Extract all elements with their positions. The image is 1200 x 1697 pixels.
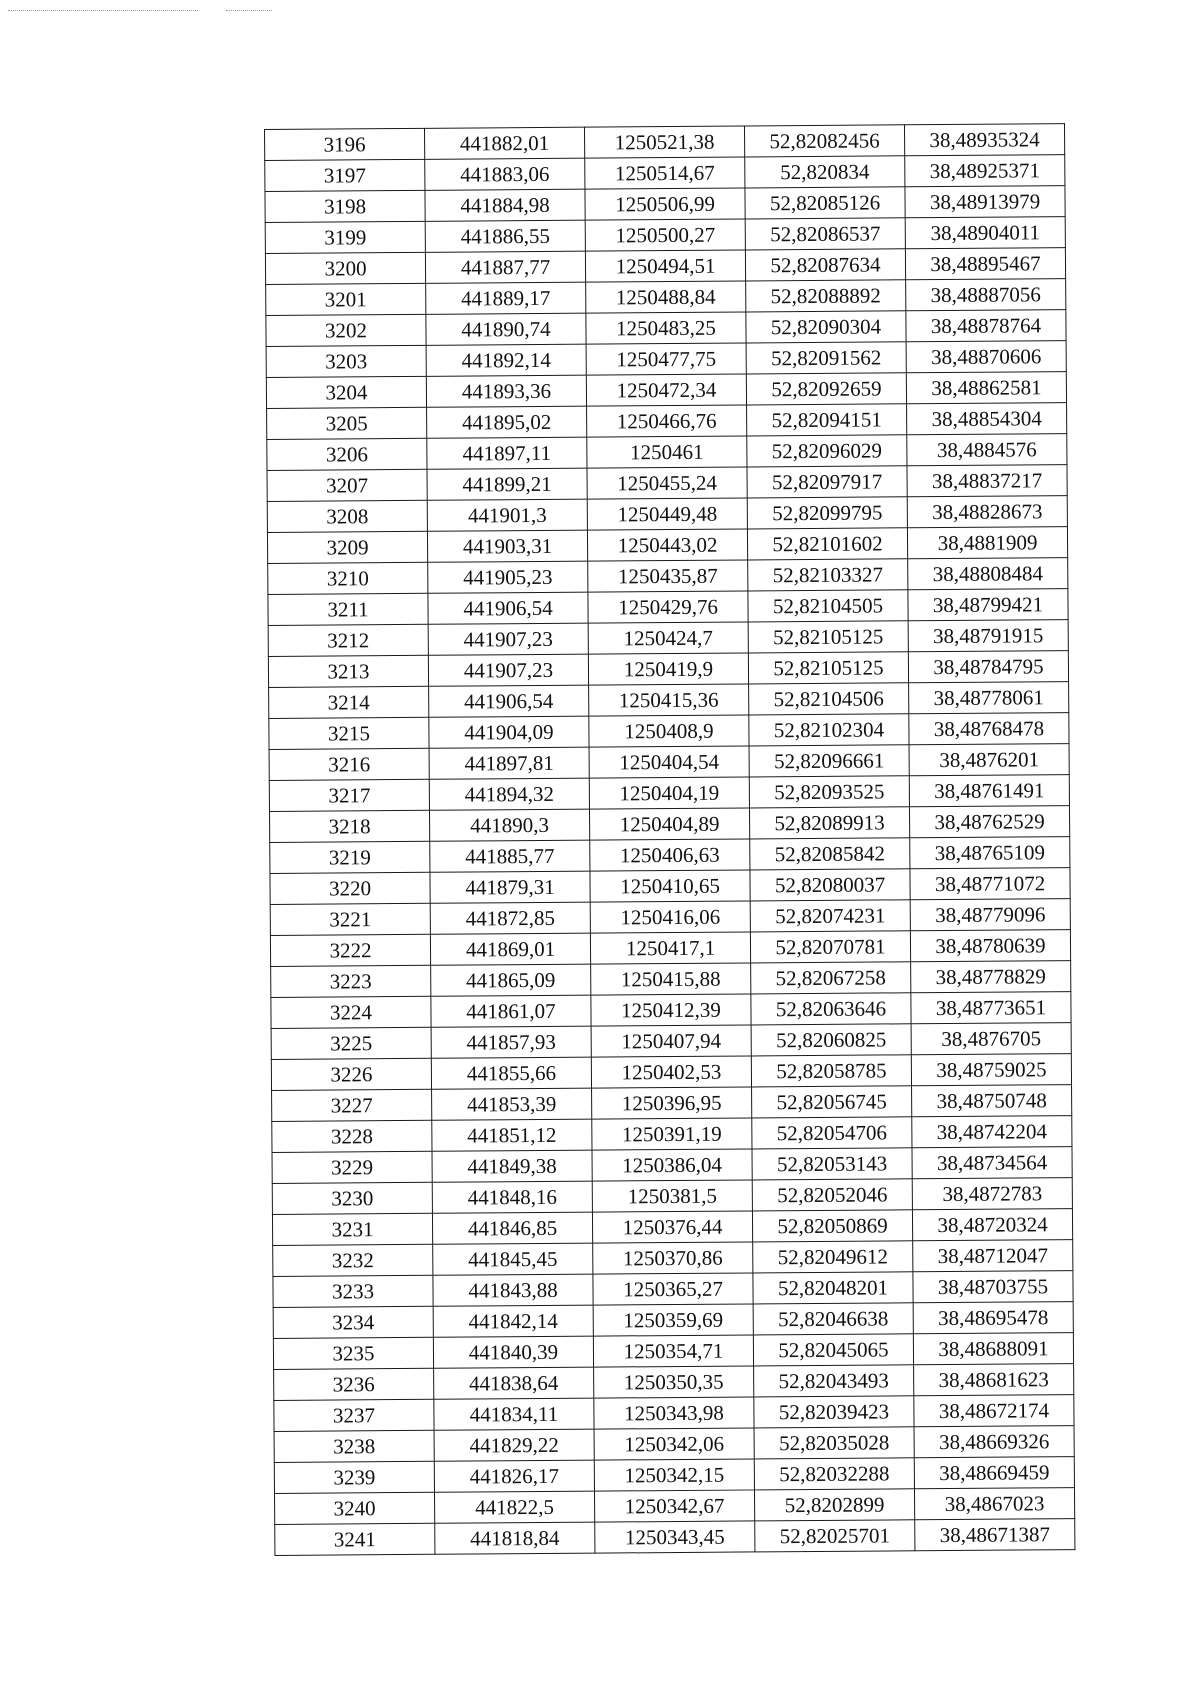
coord-x-cell: 441826,17 — [434, 1460, 594, 1492]
coord-x-cell: 441906,54 — [428, 592, 588, 624]
longitude-cell: 38,48780639 — [910, 930, 1070, 962]
latitude-cell: 52,82087634 — [745, 249, 905, 281]
longitude-cell: 38,48784795 — [908, 651, 1068, 683]
table-row — [269, 775, 1069, 812]
longitude-cell: 38,4872783 — [912, 1178, 1072, 1210]
point-number-cell: 3214 — [269, 686, 429, 718]
latitude-cell: 52,82088892 — [746, 280, 906, 312]
coord-y-cell: 1250391,19 — [592, 1118, 752, 1150]
longitude-cell: 38,48935324 — [904, 124, 1064, 156]
latitude-cell: 52,82056745 — [752, 1086, 912, 1118]
coord-x-cell: 441901,3 — [427, 499, 587, 531]
table-row — [270, 899, 1070, 936]
coord-y-cell: 1250407,94 — [591, 1025, 751, 1057]
table-row — [274, 1426, 1074, 1463]
coordinates-table-body — [265, 124, 1075, 1556]
coord-x-cell: 441842,14 — [433, 1305, 593, 1337]
coord-x-cell: 441855,66 — [431, 1057, 591, 1089]
table-row — [270, 930, 1070, 967]
latitude-cell: 52,82080037 — [750, 869, 910, 901]
coord-x-cell: 441897,11 — [427, 437, 587, 469]
table-row — [265, 124, 1065, 161]
coord-y-cell: 1250466,76 — [587, 405, 747, 437]
latitude-cell: 52,82039423 — [754, 1396, 914, 1428]
table-row — [274, 1457, 1074, 1494]
coord-x-cell: 441893,36 — [426, 375, 586, 407]
longitude-cell: 38,48870606 — [906, 341, 1066, 373]
table-row — [273, 1271, 1073, 1308]
point-number-cell: 3201 — [266, 283, 426, 315]
coord-y-cell: 1250408,9 — [589, 715, 749, 747]
coord-x-cell: 441894,32 — [429, 778, 589, 810]
coordinates-table — [264, 123, 1075, 1556]
table-row — [272, 1147, 1072, 1184]
coord-y-cell: 1250370,86 — [593, 1242, 753, 1274]
coord-x-cell: 441907,23 — [428, 654, 588, 686]
coord-x-cell: 441848,16 — [432, 1181, 592, 1213]
coord-x-cell: 441843,88 — [433, 1274, 593, 1306]
coord-x-cell: 441857,93 — [431, 1026, 591, 1058]
longitude-cell: 38,48913979 — [905, 186, 1065, 218]
coord-x-cell: 441897,81 — [429, 747, 589, 779]
longitude-cell: 38,48854304 — [907, 403, 1067, 435]
latitude-cell: 52,82025701 — [755, 1520, 915, 1552]
coord-y-cell: 1250354,71 — [593, 1335, 753, 1367]
coord-x-cell: 441883,06 — [425, 158, 585, 190]
coord-x-cell: 441895,02 — [427, 406, 587, 438]
coord-y-cell: 1250472,34 — [586, 374, 746, 406]
longitude-cell: 38,4876705 — [911, 1023, 1071, 1055]
table-row — [274, 1395, 1074, 1432]
table-row — [271, 1054, 1071, 1091]
latitude-cell: 52,82101602 — [747, 528, 907, 560]
latitude-cell: 52,82046638 — [753, 1303, 913, 1335]
point-number-cell: 3241 — [275, 1523, 435, 1555]
coord-x-cell: 441851,12 — [432, 1119, 592, 1151]
latitude-cell: 52,82096029 — [747, 435, 907, 467]
longitude-cell: 38,48862581 — [906, 372, 1066, 404]
longitude-cell: 38,48779096 — [910, 899, 1070, 931]
longitude-cell: 38,4884576 — [907, 434, 1067, 466]
point-number-cell: 3212 — [268, 624, 428, 656]
point-number-cell: 3203 — [266, 345, 426, 377]
coord-y-cell: 1250500,27 — [585, 219, 745, 251]
point-number-cell: 3213 — [268, 655, 428, 687]
coord-x-cell: 441865,09 — [431, 964, 591, 996]
table-row — [269, 682, 1069, 719]
longitude-cell: 38,48878764 — [906, 310, 1066, 342]
table-row — [273, 1333, 1073, 1370]
coord-x-cell: 441853,39 — [432, 1088, 592, 1120]
point-number-cell: 3199 — [265, 221, 425, 253]
table-row — [268, 589, 1068, 626]
table-row — [275, 1488, 1075, 1525]
point-number-cell: 3230 — [272, 1182, 432, 1214]
latitude-cell: 52,82074231 — [750, 900, 910, 932]
coord-y-cell: 1250342,15 — [594, 1459, 754, 1491]
coord-y-cell: 1250417,1 — [590, 932, 750, 964]
latitude-cell: 52,82054706 — [752, 1117, 912, 1149]
table-row — [267, 403, 1067, 440]
point-number-cell: 3229 — [272, 1151, 432, 1183]
point-number-cell: 3238 — [274, 1430, 434, 1462]
longitude-cell: 38,48671387 — [915, 1519, 1075, 1551]
longitude-cell: 38,48828673 — [907, 496, 1067, 528]
longitude-cell: 38,48765109 — [910, 837, 1070, 869]
point-number-cell: 3198 — [265, 190, 425, 222]
table-row — [266, 372, 1066, 409]
point-number-cell: 3196 — [265, 128, 425, 160]
point-number-cell: 3209 — [267, 531, 427, 563]
point-number-cell: 3220 — [270, 872, 430, 904]
coord-y-cell: 1250488,84 — [586, 281, 746, 313]
coord-x-cell: 441886,55 — [425, 220, 585, 252]
coord-y-cell: 1250435,87 — [588, 560, 748, 592]
point-number-cell: 3207 — [267, 469, 427, 501]
longitude-cell: 38,4867023 — [914, 1488, 1074, 1520]
point-number-cell: 3219 — [270, 841, 430, 873]
longitude-cell: 38,48669326 — [914, 1426, 1074, 1458]
latitude-cell: 52,82082456 — [744, 125, 904, 157]
longitude-cell: 38,48808484 — [908, 558, 1068, 590]
latitude-cell: 52,82099795 — [747, 497, 907, 529]
coord-y-cell: 1250404,89 — [589, 808, 749, 840]
coord-y-cell: 1250494,51 — [585, 250, 745, 282]
latitude-cell: 52,82085842 — [750, 838, 910, 870]
table-row — [265, 217, 1065, 254]
point-number-cell: 3235 — [273, 1337, 433, 1369]
latitude-cell: 52,82067258 — [751, 962, 911, 994]
point-number-cell: 3236 — [274, 1368, 434, 1400]
latitude-cell: 52,82104505 — [748, 590, 908, 622]
latitude-cell: 52,82070781 — [750, 931, 910, 963]
longitude-cell: 38,48720324 — [912, 1209, 1072, 1241]
table-row — [266, 341, 1066, 378]
coord-x-cell: 441887,77 — [425, 251, 585, 283]
latitude-cell: 52,82092659 — [746, 373, 906, 405]
coord-y-cell: 1250419,9 — [588, 653, 748, 685]
point-number-cell: 3240 — [275, 1492, 435, 1524]
coord-x-cell: 441822,5 — [434, 1491, 594, 1523]
point-number-cell: 3200 — [265, 252, 425, 284]
point-number-cell: 3202 — [266, 314, 426, 346]
coord-y-cell: 1250455,24 — [587, 467, 747, 499]
longitude-cell: 38,48925371 — [905, 155, 1065, 187]
latitude-cell: 52,82058785 — [751, 1055, 911, 1087]
coord-y-cell: 1250429,76 — [588, 591, 748, 623]
point-number-cell: 3211 — [268, 593, 428, 625]
point-number-cell: 3197 — [265, 159, 425, 191]
coord-x-cell: 441818,84 — [435, 1522, 595, 1554]
coord-x-cell: 441838,64 — [434, 1367, 594, 1399]
table-row — [271, 992, 1071, 1029]
point-number-cell: 3204 — [266, 376, 426, 408]
longitude-cell: 38,48762529 — [909, 806, 1069, 838]
coord-x-cell: 441899,21 — [427, 468, 587, 500]
longitude-cell: 38,48768478 — [909, 713, 1069, 745]
table-row — [270, 806, 1070, 843]
table-row — [270, 868, 1070, 905]
latitude-cell: 52,82043493 — [754, 1365, 914, 1397]
latitude-cell: 52,82102304 — [749, 714, 909, 746]
coord-y-cell: 1250342,06 — [594, 1428, 754, 1460]
longitude-cell: 38,48887056 — [906, 279, 1066, 311]
point-number-cell: 3225 — [271, 1027, 431, 1059]
longitude-cell: 38,48837217 — [907, 465, 1067, 497]
latitude-cell: 52,82060825 — [751, 1024, 911, 1056]
latitude-cell: 52,8202899 — [754, 1489, 914, 1521]
latitude-cell: 52,82103327 — [748, 559, 908, 591]
latitude-cell: 52,82049612 — [753, 1241, 913, 1273]
coord-y-cell: 1250350,35 — [594, 1366, 754, 1398]
longitude-cell: 38,48778829 — [911, 961, 1071, 993]
latitude-cell: 52,82105125 — [748, 621, 908, 653]
table-row — [272, 1178, 1072, 1215]
table-row — [275, 1519, 1075, 1556]
latitude-cell: 52,82048201 — [753, 1272, 913, 1304]
latitude-cell: 52,82089913 — [749, 807, 909, 839]
coord-y-cell: 1250410,65 — [590, 870, 750, 902]
longitude-cell: 38,48672174 — [914, 1395, 1074, 1427]
point-number-cell: 3215 — [269, 717, 429, 749]
point-number-cell: 3239 — [274, 1461, 434, 1493]
coord-y-cell: 1250406,63 — [590, 839, 750, 871]
longitude-cell: 38,48778061 — [909, 682, 1069, 714]
longitude-cell: 38,4876201 — [909, 744, 1069, 776]
latitude-cell: 52,82091562 — [746, 342, 906, 374]
longitude-cell: 38,48734564 — [912, 1147, 1072, 1179]
coord-y-cell: 1250477,75 — [586, 343, 746, 375]
latitude-cell: 52,82097917 — [747, 466, 907, 498]
point-number-cell: 3237 — [274, 1399, 434, 1431]
coord-y-cell: 1250416,06 — [590, 901, 750, 933]
latitude-cell: 52,82086537 — [745, 218, 905, 250]
coord-y-cell: 1250359,69 — [593, 1304, 753, 1336]
coord-y-cell: 1250415,88 — [591, 963, 751, 995]
coord-y-cell: 1250404,19 — [589, 777, 749, 809]
point-number-cell: 3234 — [273, 1306, 433, 1338]
coord-x-cell: 441905,23 — [428, 561, 588, 593]
coord-x-cell: 441869,01 — [430, 933, 590, 965]
longitude-cell: 38,48895467 — [905, 248, 1065, 280]
coord-x-cell: 441906,54 — [429, 685, 589, 717]
coord-y-cell: 1250404,54 — [589, 746, 749, 778]
latitude-cell: 52,820834 — [745, 156, 905, 188]
longitude-cell: 38,48761491 — [909, 775, 1069, 807]
coord-y-cell: 1250521,38 — [584, 126, 744, 158]
longitude-cell: 38,48750748 — [912, 1085, 1072, 1117]
table-row — [270, 837, 1070, 874]
table-row — [265, 186, 1065, 223]
table-row — [271, 961, 1071, 998]
coord-x-cell: 441907,23 — [428, 623, 588, 655]
point-number-cell: 3206 — [267, 438, 427, 470]
coord-y-cell: 1250342,67 — [594, 1490, 754, 1522]
table-row — [266, 279, 1066, 316]
scan-artifact-line — [8, 10, 198, 11]
latitude-cell: 52,82104506 — [749, 683, 909, 715]
coord-x-cell: 441892,14 — [426, 344, 586, 376]
table-row — [267, 496, 1067, 533]
table-row — [268, 651, 1068, 688]
latitude-cell: 52,82053143 — [752, 1148, 912, 1180]
latitude-cell: 52,82035028 — [754, 1427, 914, 1459]
coord-x-cell: 441845,45 — [433, 1243, 593, 1275]
coord-y-cell: 1250514,67 — [585, 157, 745, 189]
table-row — [272, 1085, 1072, 1122]
table-row — [274, 1364, 1074, 1401]
latitude-cell: 52,82052046 — [752, 1179, 912, 1211]
table-row — [273, 1302, 1073, 1339]
longitude-cell: 38,48773651 — [911, 992, 1071, 1024]
coord-y-cell: 1250449,48 — [587, 498, 747, 530]
coord-x-cell: 441882,01 — [424, 127, 584, 159]
scan-artifact-line — [226, 10, 272, 11]
latitude-cell: 52,82096661 — [749, 745, 909, 777]
latitude-cell: 52,82093525 — [749, 776, 909, 808]
table-row — [268, 558, 1068, 595]
table-row — [267, 434, 1067, 471]
point-number-cell: 3208 — [267, 500, 427, 532]
table-row — [267, 465, 1067, 502]
latitude-cell: 52,82094151 — [747, 404, 907, 436]
longitude-cell: 38,48791915 — [908, 620, 1068, 652]
coord-x-cell: 441904,09 — [429, 716, 589, 748]
coord-x-cell: 441861,07 — [431, 995, 591, 1027]
coord-y-cell: 1250461 — [587, 436, 747, 468]
longitude-cell: 38,48771072 — [910, 868, 1070, 900]
coord-y-cell: 1250381,5 — [592, 1180, 752, 1212]
coord-x-cell: 441903,31 — [427, 530, 587, 562]
latitude-cell: 52,82032288 — [754, 1458, 914, 1490]
table-row — [272, 1116, 1072, 1153]
longitude-cell: 38,48904011 — [905, 217, 1065, 249]
point-number-cell: 3210 — [268, 562, 428, 594]
longitude-cell: 38,48669459 — [914, 1457, 1074, 1489]
coord-x-cell: 441879,31 — [430, 871, 590, 903]
longitude-cell: 38,48688091 — [913, 1333, 1073, 1365]
point-number-cell: 3224 — [271, 996, 431, 1028]
coord-y-cell: 1250443,02 — [587, 529, 747, 561]
coord-x-cell: 441889,17 — [426, 282, 586, 314]
point-number-cell: 3226 — [271, 1058, 431, 1090]
point-number-cell: 3223 — [271, 965, 431, 997]
coord-x-cell: 441849,38 — [432, 1150, 592, 1182]
table-row — [269, 744, 1069, 781]
table-row — [265, 248, 1065, 285]
latitude-cell: 52,82090304 — [746, 311, 906, 343]
coord-x-cell: 441834,11 — [434, 1398, 594, 1430]
latitude-cell: 52,82063646 — [751, 993, 911, 1025]
point-number-cell: 3218 — [270, 810, 430, 842]
coord-y-cell: 1250376,44 — [592, 1211, 752, 1243]
point-number-cell: 3222 — [270, 934, 430, 966]
coord-y-cell: 1250402,53 — [591, 1056, 751, 1088]
coord-y-cell: 1250343,98 — [594, 1397, 754, 1429]
point-number-cell: 3231 — [272, 1213, 432, 1245]
coord-y-cell: 1250386,04 — [592, 1149, 752, 1181]
coord-x-cell: 441885,77 — [430, 840, 590, 872]
coord-x-cell: 441872,85 — [430, 902, 590, 934]
longitude-cell: 38,48681623 — [914, 1364, 1074, 1396]
coord-x-cell: 441829,22 — [434, 1429, 594, 1461]
coord-y-cell: 1250343,45 — [595, 1521, 755, 1553]
table-row — [267, 527, 1067, 564]
longitude-cell: 38,4881909 — [907, 527, 1067, 559]
table-row — [265, 155, 1065, 192]
coord-y-cell: 1250412,39 — [591, 994, 751, 1026]
table-row — [266, 310, 1066, 347]
longitude-cell: 38,48799421 — [908, 589, 1068, 621]
table-row — [271, 1023, 1071, 1060]
coord-x-cell: 441890,74 — [426, 313, 586, 345]
longitude-cell: 38,48695478 — [913, 1302, 1073, 1334]
coord-y-cell: 1250483,25 — [586, 312, 746, 344]
latitude-cell: 52,82045065 — [753, 1334, 913, 1366]
table-row — [273, 1240, 1073, 1277]
latitude-cell: 52,82050869 — [752, 1210, 912, 1242]
coord-x-cell: 441890,3 — [429, 809, 589, 841]
longitude-cell: 38,48742204 — [912, 1116, 1072, 1148]
point-number-cell: 3227 — [272, 1089, 432, 1121]
coord-y-cell: 1250415,36 — [589, 684, 749, 716]
point-number-cell: 3221 — [270, 903, 430, 935]
point-number-cell: 3232 — [273, 1244, 433, 1276]
table-row — [272, 1209, 1072, 1246]
coord-y-cell: 1250365,27 — [593, 1273, 753, 1305]
table-row — [268, 620, 1068, 657]
point-number-cell: 3228 — [272, 1120, 432, 1152]
longitude-cell: 38,48703755 — [913, 1271, 1073, 1303]
point-number-cell: 3233 — [273, 1275, 433, 1307]
coord-y-cell: 1250396,95 — [592, 1087, 752, 1119]
latitude-cell: 52,82085126 — [745, 187, 905, 219]
coord-y-cell: 1250424,7 — [588, 622, 748, 654]
coord-x-cell: 441846,85 — [432, 1212, 592, 1244]
point-number-cell: 3216 — [269, 748, 429, 780]
point-number-cell: 3205 — [267, 407, 427, 439]
coord-x-cell: 441840,39 — [433, 1336, 593, 1368]
coord-y-cell: 1250506,99 — [585, 188, 745, 220]
point-number-cell: 3217 — [269, 779, 429, 811]
latitude-cell: 52,82105125 — [748, 652, 908, 684]
longitude-cell: 38,48759025 — [911, 1054, 1071, 1086]
longitude-cell: 38,48712047 — [913, 1240, 1073, 1272]
coord-x-cell: 441884,98 — [425, 189, 585, 221]
table-row — [269, 713, 1069, 750]
